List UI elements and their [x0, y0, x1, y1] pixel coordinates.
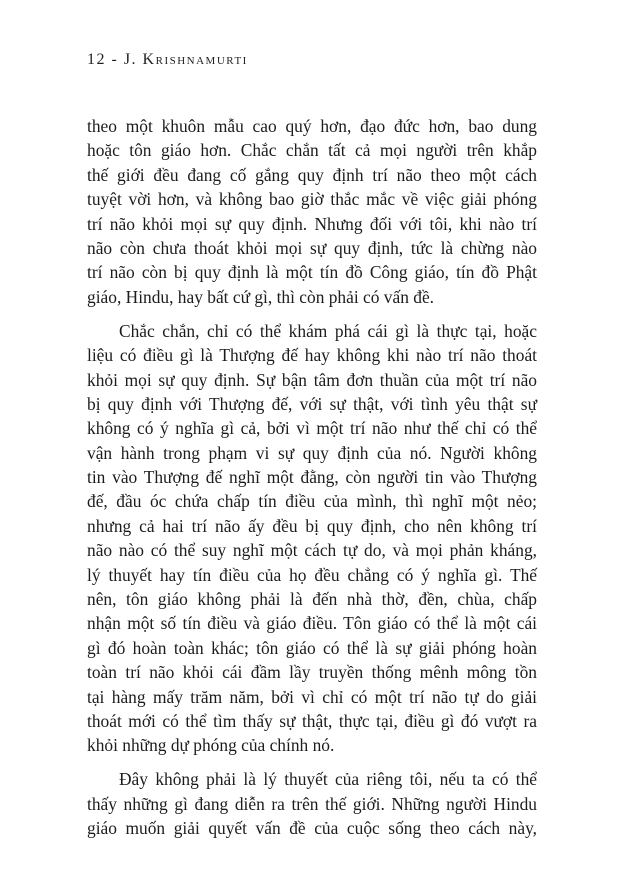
- text-line: não còn chưa thoát khỏi mọi sự quy định, tức là chừng nào: [87, 237, 537, 258]
- text-line: nhưng cả hai trí não ấy đều bị quy định, cho nên không trí: [87, 515, 537, 536]
- text-line: tại hàng mấy trăm năm, bởi vì chỉ có một trí não tự do giải: [87, 686, 537, 707]
- text-line: gì đó hoàn toàn khác; tôn giáo có thể là sự giải phóng hoàn: [87, 637, 537, 658]
- text-line: tin vào Thượng đế nghĩ một đằng, còn người tin vào Thượng: [87, 467, 537, 488]
- text-line: não nào có thể suy nghĩ một cách tự do, và mọi phản kháng,: [87, 540, 537, 561]
- text-line: thấy những gì đang diễn ra trên thế giới. Những người Hindu: [87, 793, 537, 814]
- text-line: toàn trí não khỏi cái đầm lầy truyền thống mênh mông tồn: [87, 662, 537, 683]
- page-number: 12: [87, 51, 106, 68]
- text-line: Đây không phải là lý thuyết của riêng tôi, nếu ta có thể: [119, 769, 537, 790]
- text-line: khỏi mọi sự quy định. Sự bận tâm đơn thuần của một trí não: [87, 369, 537, 390]
- body-text: [87, 114, 537, 841]
- text-line: giáo muốn giải quyết vấn đề của cuộc sống theo cách này,: [87, 818, 537, 839]
- text-line: tuyệt vời hơn, và không bao giờ thắc mắc về việc giải phóng: [87, 189, 537, 210]
- text-line: liệu có điều gì là Thượng đế hay không khi nào trí não thoát: [87, 345, 537, 366]
- text-line: khỏi những dự phóng của chính nó.: [87, 735, 335, 756]
- text-line: vận hành trong phạm vi sự quy định của nó. Người không: [87, 442, 537, 463]
- text-line: hoặc tôn giáo hơn. Chắc chắn tất cả mọi người trên khắp: [87, 140, 537, 161]
- text-line: bị quy định với Thượng đế, với sự thật, với tình yêu thật sự: [87, 393, 537, 414]
- text-line: nên, tôn giáo không phải là đến nhà thờ, đền, chùa, chấp: [87, 589, 537, 610]
- running-header: [87, 51, 248, 69]
- paragraph-3: [87, 767, 537, 840]
- text-line: Chắc chắn, chỉ có thể khám phá cái gì là thực tại, hoặc: [119, 320, 537, 341]
- text-line: trí não còn bị quy định là một tín đồ Công giáo, tín đồ Phật: [87, 262, 537, 283]
- text-line: giáo, Hindu, hay bất cứ gì, thì còn phải có vấn đề.: [87, 286, 435, 307]
- author-name: J. Krishnamurti: [123, 51, 248, 68]
- text-line: thoát mới có thể tìm thấy sự thật, thực tại, điều gì đó vượt ra: [87, 710, 537, 731]
- text-line: trí não khỏi mọi sự quy định. Nhưng đối với tôi, khi nào trí: [87, 213, 537, 234]
- header-separator: -: [111, 51, 119, 68]
- text-line: nhận một số tín điều và giáo điều. Tôn giáo có thể là một cái: [87, 613, 537, 634]
- text-line: không có ý nghĩa gì cả, bởi vì một trí não như thế chỉ có thể: [87, 418, 537, 439]
- text-line: theo một khuôn mẫu cao quý hơn, đạo đức hơn, bao dung: [87, 116, 537, 136]
- paragraph-1: [87, 114, 537, 309]
- text-line: lý thuyết hay tín điều của họ đều chẳng có ý nghĩa gì. Thế: [87, 564, 537, 585]
- paragraph-2: [87, 319, 537, 758]
- text-line: đế, đầu óc chứa chấp tín điều của mình, thì nghĩ một nẻo;: [87, 491, 537, 512]
- text-line: thế giới đều đang cố gắng quy định trí não theo một cách: [87, 164, 537, 185]
